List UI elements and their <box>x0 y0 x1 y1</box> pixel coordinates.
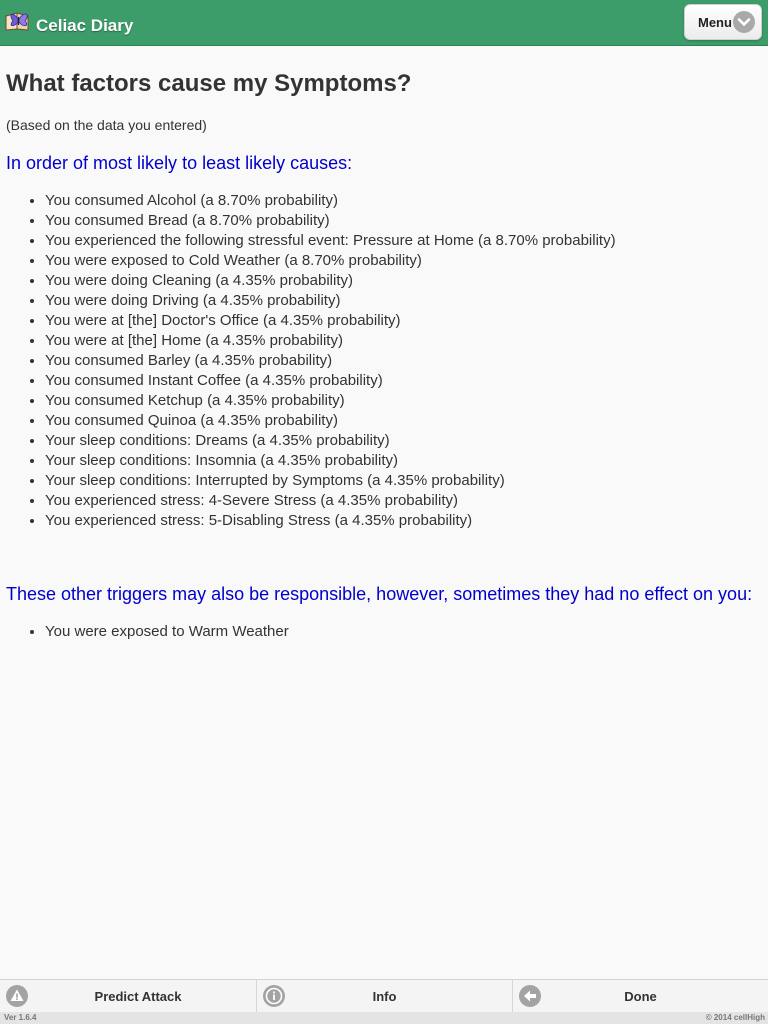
butterfly-book-logo-icon <box>4 10 34 32</box>
menu-button[interactable] <box>684 4 762 40</box>
page-subtitle: (Based on the data you entered) <box>6 117 207 133</box>
status-strip <box>0 1012 768 1024</box>
app-title: Celiac Diary <box>36 16 134 35</box>
list-item: • You were exposed to Warm Weather <box>45 622 762 642</box>
list-item: • You were at [the] Home (a 4.35% probability) <box>45 331 762 351</box>
menu-button-label: Menu <box>698 15 732 30</box>
version-text: Ver 1.6.4 <box>4 1013 37 1022</box>
list-item: • You were doing Driving (a 4.35% probability) <box>45 291 762 311</box>
list-item: • You consumed Instant Coffee (a 4.35% probability) <box>45 371 762 391</box>
list-item: • You were exposed to Cold Weather (a 8.70% probability) <box>45 251 762 271</box>
list-item: • Your sleep conditions: Interrupted by Symptoms (a 4.35% probability) <box>45 471 762 491</box>
list-item: • You were at [the] Doctor's Office (a 4.35% probability) <box>45 311 762 331</box>
list-item: • You experienced the following stressful event: Pressure at Home (a 8.70% probability) <box>45 231 762 251</box>
list-item: • You consumed Quinoa (a 4.35% probability) <box>45 411 762 431</box>
likely-causes-list <box>6 191 762 531</box>
list-item: • Your sleep conditions: Dreams (a 4.35% probability) <box>45 431 762 451</box>
predict-attack-label: Predict Attack <box>94 989 182 1004</box>
list-item: • Your sleep conditions: Insomnia (a 4.35% probability) <box>45 451 762 471</box>
app-header <box>0 0 768 46</box>
chevron-down-icon <box>733 11 755 33</box>
list-item: • You consumed Alcohol (a 8.70% probability) <box>45 191 762 211</box>
footer-tab-bar <box>0 979 768 1012</box>
copyright-text: © 2014 cellHigh <box>705 1013 765 1022</box>
done-button[interactable] <box>512 980 768 1012</box>
list-item: • You were doing Cleaning (a 4.35% probability) <box>45 271 762 291</box>
other-triggers-list <box>6 622 762 642</box>
info-button[interactable] <box>256 980 512 1012</box>
likely-causes-heading: In order of most likely to least likely causes: <box>6 153 353 173</box>
list-item: • You consumed Bread (a 8.70% probability) <box>45 211 762 231</box>
list-item: • You experienced stress: 5-Disabling Stress (a 4.35% probability) <box>45 511 762 531</box>
done-label: Done <box>624 989 657 1004</box>
other-triggers-heading: These other triggers may also be responsible, however, sometimes they had no effect on you: <box>6 584 753 604</box>
list-item: • You experienced stress: 4-Severe Stress (a 4.35% probability) <box>45 491 762 511</box>
list-item: • You consumed Barley (a 4.35% probability) <box>45 351 762 371</box>
main-content <box>0 46 768 642</box>
predict-attack-button[interactable] <box>0 980 256 1012</box>
info-label: Info <box>372 989 397 1004</box>
page-title: What factors cause my Symptoms? <box>6 70 412 97</box>
list-item: • You consumed Ketchup (a 4.35% probability) <box>45 391 762 411</box>
